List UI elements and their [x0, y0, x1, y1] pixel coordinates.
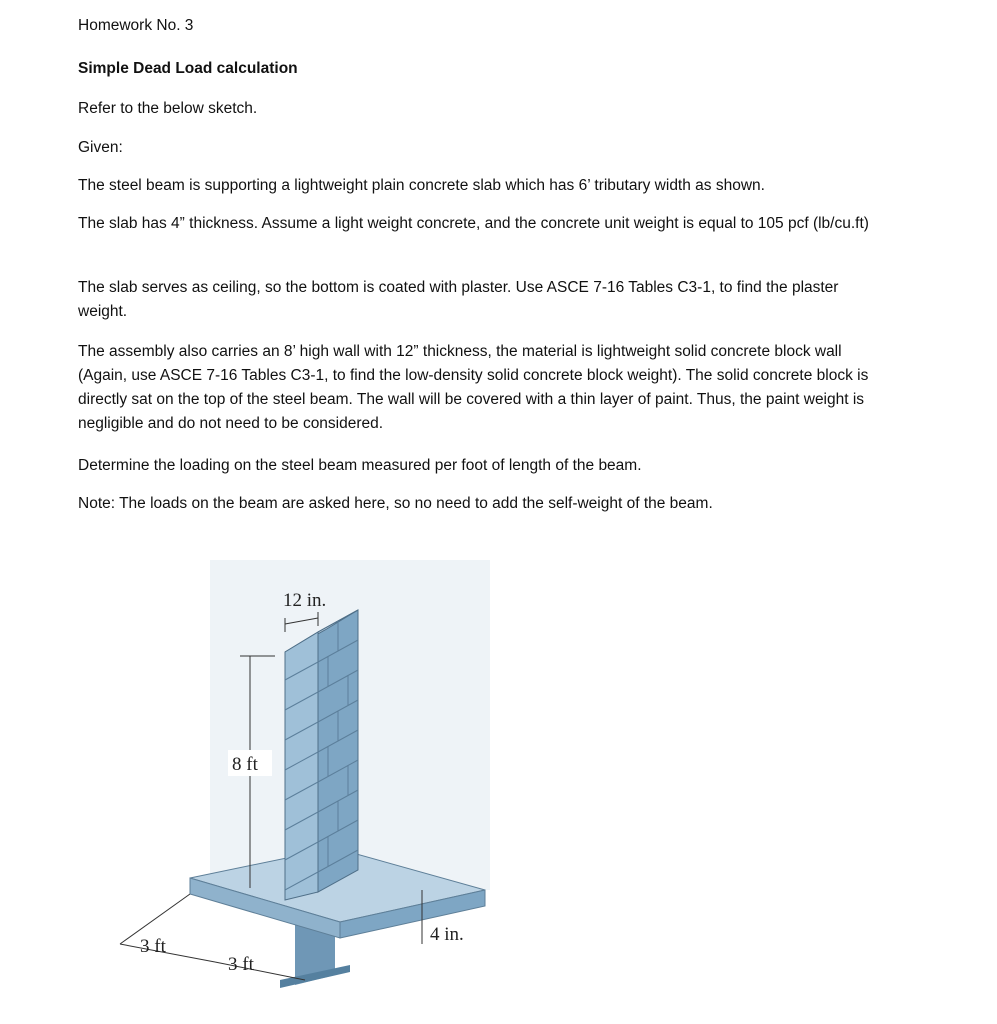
label-slab-thickness: 4 in. [430, 924, 464, 945]
dim-3ft-left-line [120, 944, 215, 962]
paragraph-note: Note: The loads on the beam are asked here, so no need to add the self-weight of the beam. [78, 495, 713, 512]
label-left-width: 3 ft [140, 936, 166, 957]
homework-title: Homework No. 3 [78, 17, 194, 34]
paragraph-plaster: The slab serves as ceiling, so the bottom is coated with plaster. Use ASCE 7-16 Tables C3-1, to find the plaster weight. [78, 279, 839, 320]
paragraph-slab-tributary: The steel beam is supporting a lightweight plain concrete slab which has 6’ tributary width as shown. [78, 177, 765, 194]
intro-text: Refer to the below sketch. [78, 100, 258, 117]
wall-face [285, 632, 318, 900]
paragraph-determine: Determine the loading on the steel beam measured per foot of length of the beam. [78, 457, 642, 474]
paragraph-wall: The assembly also carries an 8’ high wall with 12” thickness, the material is lightweight solid concrete block wall (Again, use ASCE 7-16 Tables C3-1, to find the low-density solid concrete block weight). The solid concrete block is directly sat on the top of the steel beam. The wall will be covered with a thin layer of paint. Thus, the paint weight is negligible and do not need to be considered. [78, 343, 869, 432]
beam-wall-sketch [100, 560, 520, 1010]
paragraph-slab-thickness: The slab has 4” thickness. Assume a light weight concrete, and the concrete unit weight is equal to 105 pcf (lb/cu.ft) [78, 215, 869, 232]
label-wall-height: 8 ft [232, 754, 258, 775]
wall-side [318, 610, 358, 892]
label-right-width: 3 ft [228, 954, 254, 975]
label-wall-thickness: 12 in. [283, 590, 327, 611]
section-title: Simple Dead Load calculation [78, 60, 298, 77]
given-label: Given: [78, 139, 123, 156]
